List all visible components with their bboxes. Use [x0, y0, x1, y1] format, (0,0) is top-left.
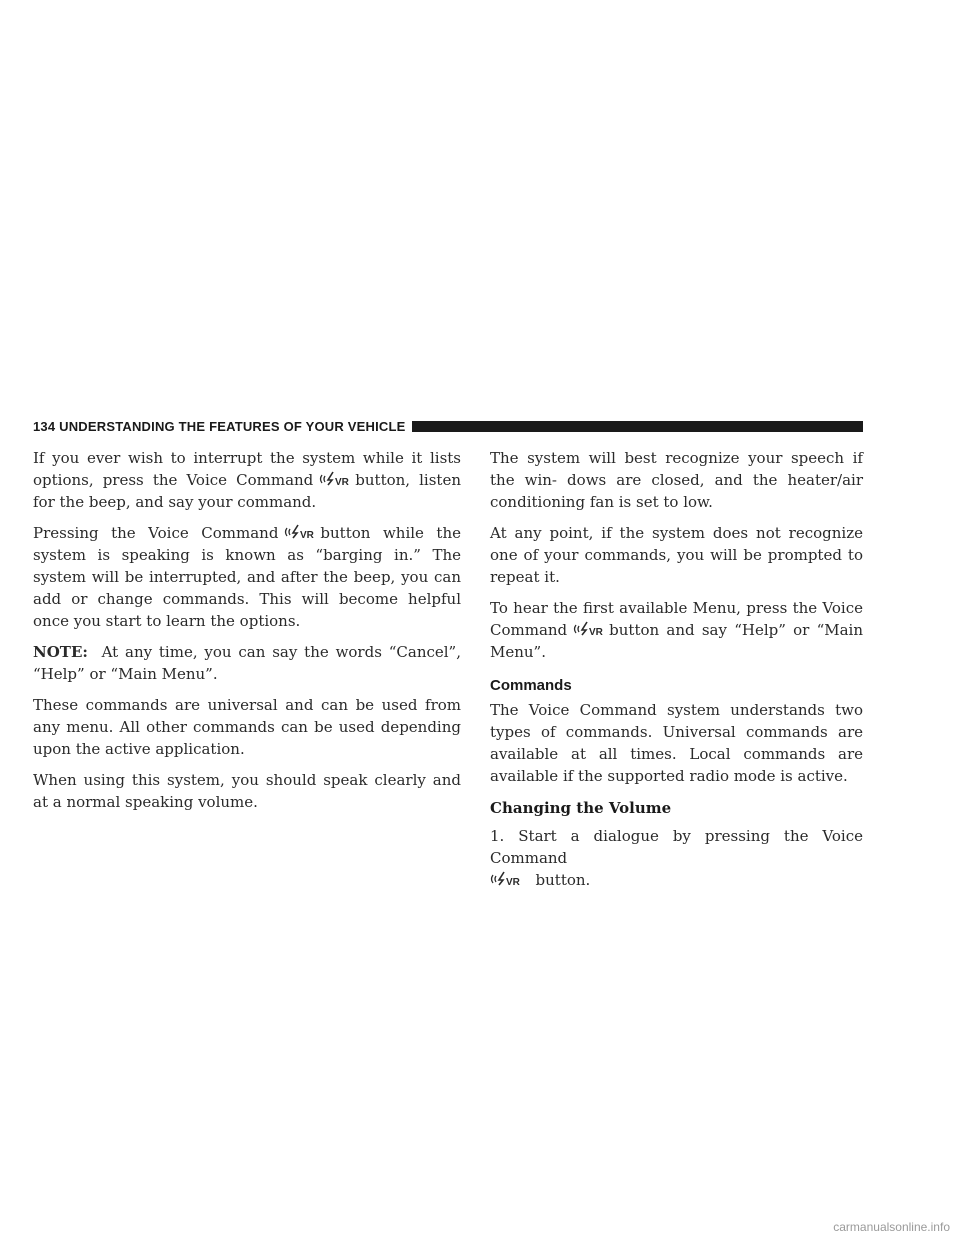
- svg-text:VR: VR: [300, 530, 315, 541]
- interrupt-paragraph: If you ever wish to interrupt the system while it lists options, press the Voice Command VR button, listen for the beep, and say your command.: [33, 449, 461, 511]
- universal-commands-paragraph: These commands are universal and can be used from any menu. All other commands can be used depending upon the active application.: [33, 696, 461, 758]
- help-menu-paragraph: To hear the first available Menu, press the Voice Command VR button and say “Help” or “Main Menu”.: [490, 599, 863, 661]
- header-rule: [412, 421, 863, 432]
- commands-heading: Commands: [490, 677, 572, 694]
- page-header: [33, 415, 863, 437]
- voice-command-icon: [284, 523, 318, 541]
- barging-in-paragraph: Pressing the Voice Command VR button while the system is speaking is known as “barging in.” The system will be interrupted, and after the beep, you can add or change commands. This will become helpful once you start to learn the options.: [33, 524, 461, 630]
- svg-text:VR: VR: [589, 627, 604, 638]
- left-column: [33, 447, 461, 822]
- voice-command-icon: [573, 620, 607, 638]
- speech-recognition-paragraph: The system will best recognize your speech if the win- dows are closed, and the heater/air conditioning fan is set to low.: [490, 449, 863, 511]
- voice-command-icon: [319, 470, 353, 488]
- speak-clearly-paragraph: When using this system, you should speak clearly and at a normal speaking volume.: [33, 771, 461, 811]
- page-number-section-title: 134 UNDERSTANDING THE FEATURES OF YOUR VEHICLE: [33, 418, 406, 434]
- command-types-paragraph: The Voice Command system understands two types of commands. Universal commands are available at all times. Local commands are available if the supported radio mode is active.: [490, 701, 863, 785]
- changing-volume-heading: Changing the Volume: [490, 799, 672, 817]
- repeat-paragraph: At any point, if the system does not recognize one of your commands, you will be prompted to repeat it.: [490, 524, 863, 586]
- svg-text:VR: VR: [506, 877, 520, 888]
- note-label: NOTE:: [33, 643, 88, 661]
- right-column: [490, 447, 863, 900]
- note-paragraph: NOTE: At any time, you can say the words “Cancel”, “Help” or “Main Menu”.: [33, 643, 461, 683]
- step-1-paragraph: 1. Start a dialogue by pressing the Voice Command VR button.: [490, 827, 863, 889]
- svg-text:VR: VR: [335, 477, 350, 488]
- voice-command-icon: [490, 870, 524, 888]
- watermark: carmanualsonline.info: [833, 1220, 950, 1234]
